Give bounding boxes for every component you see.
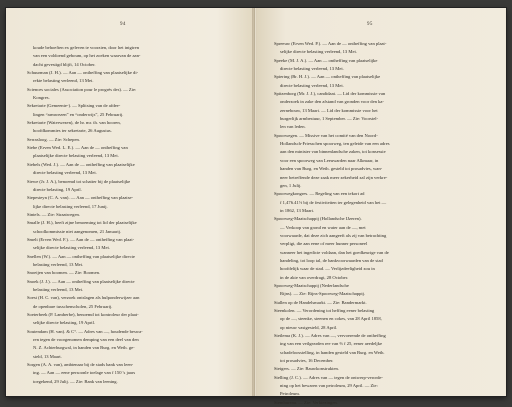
text-line: Soest (H. C. van), verzoek ontslagen als hulponderwijzer aan <box>27 295 140 301</box>
text-line: Siebe (Erven Wed. L. E.). — Aan de — ontheffing van <box>27 145 128 151</box>
text-line: — Verkoop van grond en water aan de —, met <box>280 224 366 230</box>
text-line: Stembureau. — Zie: Verkiezingen. <box>274 399 338 405</box>
text-line: Spitzenborg (Mr. J. J.), candidaat. — Lid der kommissie van <box>274 91 386 97</box>
text-line: Sekretarie (Gemeente-). — Splitsing van de afdee- <box>27 103 121 109</box>
text-block <box>274 40 491 407</box>
text-line: directe belasting verleend, 13 Mei. <box>33 170 97 176</box>
text-line: Snoek (J. J.). — Aan — ontheffing van plaatselijke directe <box>27 278 135 284</box>
text-line: N. Z. Achterburgwal, in handen van Burg. en Weth. ge- <box>33 345 135 351</box>
text-line: op nieuw vastgesteld, 28 April. <box>280 324 338 330</box>
book-gutter <box>252 8 260 396</box>
text-line: Spoorweg-Maatschappij (Nederlandsche <box>274 282 349 288</box>
text-line: verpligt, die aan eene of meer hunner personeel <box>280 241 368 247</box>
text-line: ren tegen de voorgenomen demping van een deel van den <box>33 337 139 343</box>
text-line: Steigers. — Zie: Bauwkonstrukten. <box>274 366 339 372</box>
text-block <box>27 44 244 386</box>
text-line: voorwaarde, dat deze zich aangeeft als zij van betrachting <box>280 232 387 238</box>
text-line: directe belasting verleend, 13 Mei. <box>280 66 344 72</box>
text-line: aan den minister van binnenlandsche zaken, tot konsessie <box>280 149 386 155</box>
text-line: koude behoeften ex geleven te voorzien, door het intgiren <box>33 45 139 50</box>
text-line: Soutendam (H. van). & C°. — Adres van —, houdende beswa- <box>27 328 143 334</box>
text-line: Steilema (K. J.). — Adres van —, vervoerende de ontheffing <box>274 333 386 339</box>
text-line: plaatselijke directe belasting verleend, 13 Mei. <box>33 153 119 159</box>
text-line: selijke directe belasting verleend, 13 Mei. <box>280 49 357 55</box>
text-line: Schuurman (J. H.). — Aan — ontheffing van plaatselijke di- <box>27 70 139 76</box>
text-line: Steenkolen. — Verordening tot heffing eener belasting <box>274 308 375 313</box>
text-line: zernebouw, 13 Maart. — Lid der kommissie voor het <box>280 107 378 113</box>
text-line: Petroleum. <box>280 391 301 397</box>
text-line: burgerlijk armbestuur, 1 September. — Zie: Voorstel- <box>280 116 379 122</box>
text-line: Smalle (J. H.), heeft zijne benoeming tot lid der plaatselijke <box>27 220 137 226</box>
text-line: Soeterbeek (P. Lamberbe), benoemd tot kontroleur der plaat- <box>27 312 139 317</box>
text-line: selijke directe belasting, 19 April. <box>33 320 95 326</box>
text-line: Hollandsch-Friesschen spoorweg, ten geleide van een adres <box>280 141 390 147</box>
text-line: selijke directe belasting verleend, 13 Mei. <box>33 245 110 251</box>
book-spread <box>6 8 506 405</box>
right-page <box>256 8 505 405</box>
text-line: tot prosadvies, 16 December. <box>280 358 334 364</box>
text-line: Spoorweg-Maatschappij (Hollandsche IJzeren). <box>274 216 362 222</box>
text-line: f 1,476.41½ bij de festiviteiten ter gelegenheid van het — <box>280 199 387 205</box>
text-line: lijke directe belasting verleend, 17 Junij. <box>33 203 108 209</box>
text-line: steld, 13 Maart. <box>33 353 62 359</box>
text-line: hoofdelijk waar de stad. — Verlijzdeeligheid zou in <box>280 266 375 272</box>
text-line: Smelt (Erven Wed. F.). — Aan de — ontheffing van plaat- <box>27 236 135 242</box>
text-line: op de —, steenke, steenen en cokes, van 28 April 1858, <box>280 316 382 322</box>
text-line: voor een spoorweg van Leeuwarden naar Alkmaar, in <box>280 157 379 163</box>
text-line: Rijns). — Zie: Rijns-Spoorweg-Maatschappij. <box>280 291 366 297</box>
text-line: Sintels. — Zie: Straatwegen. <box>27 211 80 217</box>
text-line: schadeloosstelling, in handen gesteld van Burg. en Weth. <box>280 349 385 355</box>
text-line: in 1862, 13 Maart. <box>280 207 315 213</box>
page-number: 95 <box>367 22 373 27</box>
text-line: hoofdkommies ter sekretarie, 26 Augustus. <box>33 128 112 134</box>
text-line: Spreeuw (Erven Wed. P.). — Aan de — ontheffing van plaat- <box>274 41 387 46</box>
page-number: 94 <box>120 22 126 27</box>
text-line: Siepesteyn (C. A. van). — Aan — ontheffing van plaatse- <box>27 195 134 201</box>
text-line: toegekend, 29 Julij. — Zie: Bank van leening. <box>33 378 118 384</box>
text-line: belasting verleend, 13 Mei. <box>33 261 84 267</box>
text-line: lingen “armwezen” en “onderwijs”, 25 Februarij. <box>33 111 124 117</box>
text-line: Siewe (Jr. J. A.), benoemd tot schatter bij de plaatselijke <box>27 178 131 184</box>
left-page <box>6 8 255 396</box>
text-line: Spoorwegen. — Missive van het comité van den Noord- <box>274 132 378 138</box>
text-line: ing. — Aan — eene persoonle toelage van f 150 's jaars <box>33 370 136 376</box>
text-line: ning op het bewaren van petroleum, 29 April. — Zie: <box>280 383 378 389</box>
text-line: Serrasloog. — Zie: Schepen. <box>27 136 80 142</box>
text-line: len van leden. <box>280 124 306 130</box>
text-line: Snoeijen van boomen. — Zie: Boomen. <box>27 270 101 276</box>
text-line: handen van Burg. en Weth. gesteld tot prosadvies, wan- <box>280 166 383 172</box>
text-line: Siebels (Wed. J.). — Aan de — ontheffing van plaatselijke <box>27 161 135 167</box>
text-line: Sekretarie (Waterwezen), de hr. mr. th. van hooren, <box>27 120 121 126</box>
text-line: Speeke (M. J. A.). — Aan — ontheffing van plaatselijke <box>274 57 378 63</box>
text-line: de openbare tusschenscholen, 25 Februarij. <box>33 303 113 309</box>
text-line: onderzoek in zake den afstand van gronden voor den ka- <box>280 99 384 105</box>
text-line: Sciences sociales (Association pour le progrès des). — Zie: <box>27 86 137 92</box>
text-line: ing van een veilgearden ree van ⅔ f 25, eener aeedeljke <box>280 341 383 347</box>
text-line: Snellen (W.). — Aan — ontheffing van plaatselijke directe <box>27 253 135 259</box>
text-line: schoolkommissie niet aangenomen, 21 Januarij. <box>33 228 122 234</box>
text-line: Kongres. <box>33 95 50 101</box>
text-line: rekte belasting verleend, 13 Mei. <box>33 78 94 84</box>
text-line: gen, 1 Julij. <box>280 182 302 188</box>
text-line: Stelling (J. C.). — Adres van — tegen de ontwerp-verorde- <box>274 374 383 380</box>
text-line: directe belasting verleend, 13 Mei. <box>280 82 344 88</box>
text-line: van een voldoend geboum, op het zoeken waarvan de aan- <box>33 53 141 59</box>
text-line: belasting verleend, 13 Mei. <box>33 286 84 292</box>
text-line: neer betreffende deze zaak meer zekerheid zal zijn verkre- <box>280 174 388 180</box>
text-line: directe belasting, 19 April. <box>33 186 82 192</box>
text-line: Spoorwegkongres. — Regeling van een tekort ad <box>274 191 365 197</box>
text-line: wanneer het ingedicte voldaan, dan het goedkeurige van de <box>280 249 389 255</box>
text-line: dacht gevestigd blijft, 14 October. <box>33 61 96 67</box>
text-line: Stallen op de Handelsmarkt. — Zie: Bandermarkt. <box>274 299 367 305</box>
text-line: in de akte van overdragt, 28 October. <box>280 274 349 280</box>
text-line: handeling, tot loop tal, de bankvoorwaarden van de stad <box>280 257 383 263</box>
text-line: Sorgen (A. A. van), ambtenaar bij de stads bank van leen- <box>27 362 134 368</box>
text-line: Spiering (Br. H. J.). — Aan — ontheffing van plaatselijke <box>274 74 381 80</box>
